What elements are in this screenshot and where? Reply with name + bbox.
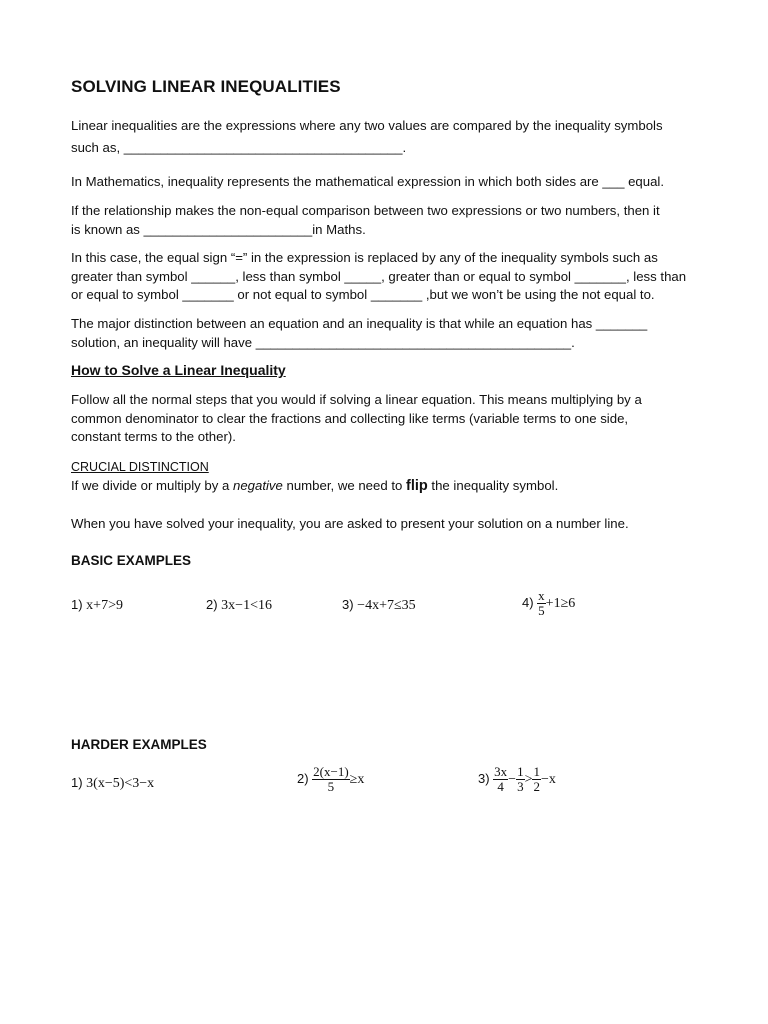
- paragraph-relationship: [71, 202, 701, 239]
- crucial-text-negative: negative: [232, 477, 283, 493]
- paragraph-steps: [71, 391, 701, 447]
- example-expression: ≥x: [349, 772, 365, 788]
- paragraph-number-line: When you have solved your inequality, you are asked to present your solution on a number line.: [71, 516, 629, 531]
- paragraph-line: Follow all the normal steps that you would if solving a linear equation. This means multiplying by a: [71, 392, 642, 407]
- paragraph-definition: [71, 117, 701, 157]
- example-number: 1): [71, 775, 87, 790]
- example-number: 4): [522, 595, 538, 611]
- paragraph-line: Linear inequalities are the expressions where any two values are compared by the inequality symbols: [71, 118, 663, 133]
- example-expression: +1≥6: [545, 596, 576, 612]
- paragraph-line: If the relationship makes the non-equal comparison between two expressions or two numbers, then it: [71, 203, 660, 218]
- example-number: 3): [342, 597, 358, 612]
- example-number: 2): [206, 597, 222, 612]
- fraction-denominator: 3: [517, 779, 524, 794]
- crucial-text-pre: If we divide or multiply by a: [71, 477, 233, 493]
- fraction-numerator: 1: [517, 764, 524, 779]
- harder-examples-heading: HARDER EXAMPLES: [71, 737, 207, 752]
- paragraph-line: solution, an inequality will have ___________________________________________.: [71, 334, 575, 350]
- example-expression: 3x−1<16: [221, 598, 272, 613]
- example-expression: 3(x−5)<3−x: [86, 776, 155, 791]
- crucial-text-post: the inequality symbol.: [427, 477, 559, 493]
- howto-heading: How to Solve a Linear Inequality: [71, 362, 286, 378]
- operator: −: [508, 772, 517, 788]
- fraction-numerator: 3x: [494, 764, 508, 779]
- fraction-denominator: 4: [497, 779, 504, 794]
- crucial-text-mid: number, we need to: [282, 477, 407, 493]
- basic-example-4: [522, 589, 575, 618]
- paragraph-line: The major distinction between an equation and an inequality is that while an equation has _______: [71, 316, 648, 331]
- example-number: 3): [478, 771, 494, 787]
- paragraph-line: common denominator to clear the fractions and collecting like terms (variable terms to one side,: [71, 410, 629, 426]
- fraction: [532, 765, 541, 794]
- example-expression: −x: [540, 772, 556, 788]
- paragraph-line: greater than symbol ______, less than symbol _____, greater than or equal to symbol _______, less than: [71, 268, 687, 284]
- paragraph-distinction: [71, 315, 701, 352]
- example-number: 2): [297, 771, 313, 787]
- basic-example-1: [71, 597, 123, 614]
- harder-example-1: [71, 775, 154, 792]
- example-expression: x+7>9: [86, 598, 123, 613]
- fraction: [493, 765, 508, 794]
- fraction-denominator: 5: [327, 779, 335, 794]
- example-expression: −4x+7≤35: [357, 598, 416, 613]
- fraction: [537, 589, 546, 618]
- crucial-text: [71, 477, 701, 496]
- crucial-heading: CRUCIAL DISTINCTION: [71, 460, 209, 474]
- fraction: [516, 765, 525, 794]
- basic-example-2: [206, 597, 272, 614]
- paragraph-line: such as, ______________________________________.: [71, 139, 407, 155]
- fraction-denominator: 5: [538, 603, 545, 618]
- paragraph-line: is known as _______________________in Maths.: [71, 221, 366, 237]
- paragraph-line: constant terms to the other).: [71, 429, 236, 444]
- harder-example-2: [297, 765, 364, 794]
- fraction-numerator: x: [538, 588, 545, 603]
- fraction-denominator: 2: [533, 779, 540, 794]
- paragraph-symbols: [71, 249, 701, 305]
- fraction: [312, 765, 350, 794]
- crucial-text-flip: flip: [406, 477, 428, 494]
- basic-example-3: [342, 597, 416, 614]
- paragraph-inequality: In Mathematics, inequality represents the mathematical expression in which both sides are ___ equal.: [71, 174, 665, 189]
- fraction-numerator: 1: [533, 764, 540, 779]
- paragraph-line: or equal to symbol _______ or not equal to symbol _______ ,but we won’t be using the not equal to.: [71, 287, 655, 302]
- fraction-numerator: 2(x−1): [313, 764, 349, 779]
- harder-example-3: [478, 765, 556, 794]
- crucial-distinction: [71, 458, 701, 495]
- example-number: 1): [71, 597, 87, 612]
- page-title: SOLVING LINEAR INEQUALITIES: [71, 77, 341, 96]
- operator: >: [524, 772, 533, 788]
- paragraph-line: In this case, the equal sign “=” in the expression is replaced by any of the inequality symbols such as: [71, 250, 658, 265]
- basic-examples-heading: BASIC EXAMPLES: [71, 553, 192, 568]
